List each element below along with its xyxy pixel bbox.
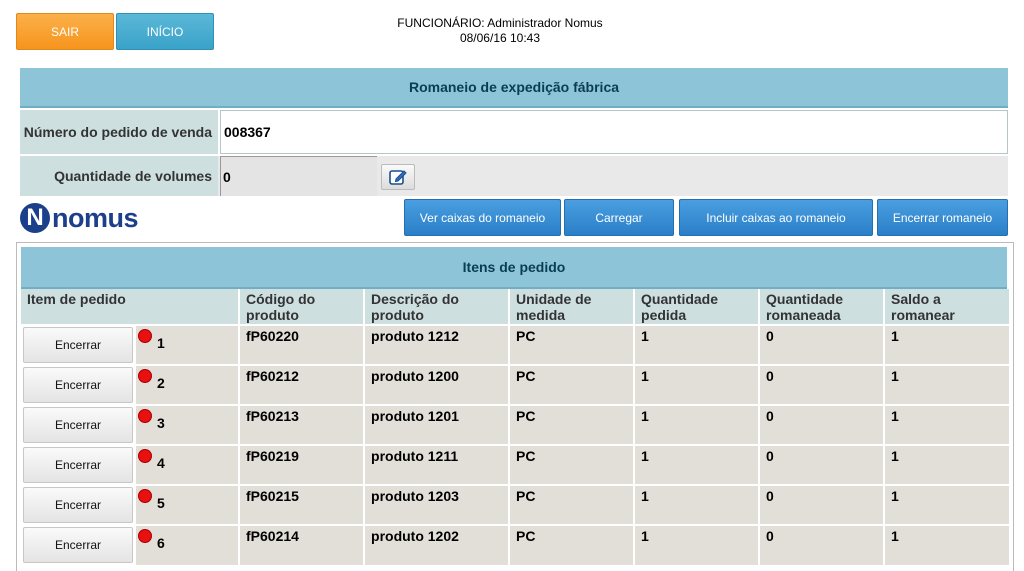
table-row xyxy=(21,365,1009,405)
saldo-cell: 1 xyxy=(884,525,1009,565)
romaneio-panel xyxy=(20,68,1008,196)
unidade-cell: PC xyxy=(509,485,634,525)
edit-icon xyxy=(388,168,408,186)
qtd-pedida-cell: 1 xyxy=(634,405,759,445)
qtd-pedida-cell: 1 xyxy=(634,325,759,365)
encerrar-item-button[interactable]: Encerrar xyxy=(23,487,133,523)
descricao-cell: produto 1203 xyxy=(364,485,509,525)
qtd-romaneada-cell: 0 xyxy=(759,365,884,405)
user-line: FUNCIONÁRIO: Administrador Nomus xyxy=(397,16,603,30)
logo-mark: N xyxy=(20,203,50,233)
encerrar-item-button[interactable]: Encerrar xyxy=(23,527,133,563)
qtd-pedida-cell: 1 xyxy=(634,525,759,565)
item-number: 1 xyxy=(157,335,165,351)
qtd-pedida-cell: 1 xyxy=(634,445,759,485)
codigo-cell: fP60214 xyxy=(239,525,364,565)
top-bar xyxy=(0,0,1024,60)
col-unidade: Unidade de medida xyxy=(509,289,634,325)
codigo-cell: fP60212 xyxy=(239,365,364,405)
ver-caixas-button[interactable]: Ver caixas do romaneio xyxy=(404,199,561,236)
items-title: Itens de pedido xyxy=(21,247,1007,289)
descricao-cell: produto 1201 xyxy=(364,405,509,445)
encerrar-cell xyxy=(21,525,135,565)
pedido-row xyxy=(20,110,1008,154)
col-qtd-pedida: Quantidade pedida xyxy=(634,289,759,325)
item-cell xyxy=(135,405,239,445)
encerrar-cell xyxy=(21,325,135,365)
col-descricao: Descrição do produto xyxy=(364,289,509,325)
unidade-cell: PC xyxy=(509,525,634,565)
sair-button[interactable]: SAIR xyxy=(16,13,114,50)
descricao-cell: produto 1211 xyxy=(364,445,509,485)
col-qtd-romaneada: Quantidade romaneada xyxy=(759,289,884,325)
encerrar-item-button[interactable]: Encerrar xyxy=(23,327,133,363)
status-dot-icon xyxy=(138,369,152,383)
table-row xyxy=(21,485,1009,525)
table-row xyxy=(21,325,1009,365)
item-number: 6 xyxy=(157,535,165,551)
status-dot-icon xyxy=(138,489,152,503)
item-number: 3 xyxy=(157,415,165,431)
saldo-cell: 1 xyxy=(884,485,1009,525)
edit-volumes-button[interactable] xyxy=(381,164,415,190)
unidade-cell: PC xyxy=(509,365,634,405)
unidade-cell: PC xyxy=(509,325,634,365)
volumes-label: Quantidade de volumes xyxy=(20,156,218,196)
saldo-cell: 1 xyxy=(884,405,1009,445)
descricao-cell: produto 1212 xyxy=(364,325,509,365)
codigo-cell: fP60213 xyxy=(239,405,364,445)
col-item: Item de pedido xyxy=(21,289,239,325)
descricao-cell: produto 1202 xyxy=(364,525,509,565)
datetime: 08/06/16 10:43 xyxy=(459,31,541,45)
item-cell xyxy=(135,485,239,525)
encerrar-cell xyxy=(21,485,135,525)
status-dot-icon xyxy=(138,449,152,463)
volumes-row xyxy=(20,156,1008,196)
item-cell xyxy=(135,525,239,565)
encerrar-item-button[interactable]: Encerrar xyxy=(23,407,133,443)
pedido-input[interactable]: 008367 xyxy=(220,110,1008,154)
status-dot-icon xyxy=(138,409,152,423)
inicio-button[interactable]: INÍCIO xyxy=(116,13,214,50)
qtd-romaneada-cell: 0 xyxy=(759,405,884,445)
table-header-row xyxy=(21,289,1009,325)
saldo-cell: 1 xyxy=(884,365,1009,405)
incluir-caixas-button[interactable]: Incluir caixas ao romaneio xyxy=(679,199,873,236)
table-row xyxy=(21,405,1009,445)
status-dot-icon xyxy=(138,329,152,343)
unidade-cell: PC xyxy=(509,445,634,485)
item-number: 2 xyxy=(157,375,165,391)
pedido-label: Número do pedido de venda xyxy=(20,110,218,154)
item-number: 5 xyxy=(157,495,165,511)
encerrar-cell xyxy=(21,445,135,485)
volumes-field: 0 xyxy=(220,156,377,196)
qtd-pedida-cell: 1 xyxy=(634,365,759,405)
encerrar-romaneio-button[interactable]: Encerrar romaneio xyxy=(877,199,1008,236)
table-row xyxy=(21,525,1009,565)
qtd-romaneada-cell: 0 xyxy=(759,325,884,365)
encerrar-item-button[interactable]: Encerrar xyxy=(23,447,133,483)
saldo-cell: 1 xyxy=(884,445,1009,485)
items-panel xyxy=(16,242,1014,571)
encerrar-item-button[interactable]: Encerrar xyxy=(23,367,133,403)
status-dot-icon xyxy=(138,529,152,543)
romaneio-title: Romaneio de expedição fábrica xyxy=(20,68,1008,108)
user-info xyxy=(380,16,620,46)
item-cell xyxy=(135,325,239,365)
descricao-cell: produto 1200 xyxy=(364,365,509,405)
col-saldo: Saldo a romanear xyxy=(884,289,1009,325)
item-cell xyxy=(135,445,239,485)
qtd-romaneada-cell: 0 xyxy=(759,445,884,485)
encerrar-cell xyxy=(21,365,135,405)
codigo-cell: fP60220 xyxy=(239,325,364,365)
logo-text: nomus xyxy=(52,202,139,233)
codigo-cell: fP60215 xyxy=(239,485,364,525)
item-number: 4 xyxy=(157,455,165,471)
qtd-pedida-cell: 1 xyxy=(634,485,759,525)
saldo-cell: 1 xyxy=(884,325,1009,365)
action-bar xyxy=(0,199,1024,236)
codigo-cell: fP60219 xyxy=(239,445,364,485)
unidade-cell: PC xyxy=(509,405,634,445)
carregar-button[interactable]: Carregar xyxy=(564,199,674,236)
items-table xyxy=(21,289,1009,565)
table-row xyxy=(21,445,1009,485)
qtd-romaneada-cell: 0 xyxy=(759,485,884,525)
col-codigo: Código do produto xyxy=(239,289,364,325)
qtd-romaneada-cell: 0 xyxy=(759,525,884,565)
encerrar-cell xyxy=(21,405,135,445)
item-cell xyxy=(135,365,239,405)
